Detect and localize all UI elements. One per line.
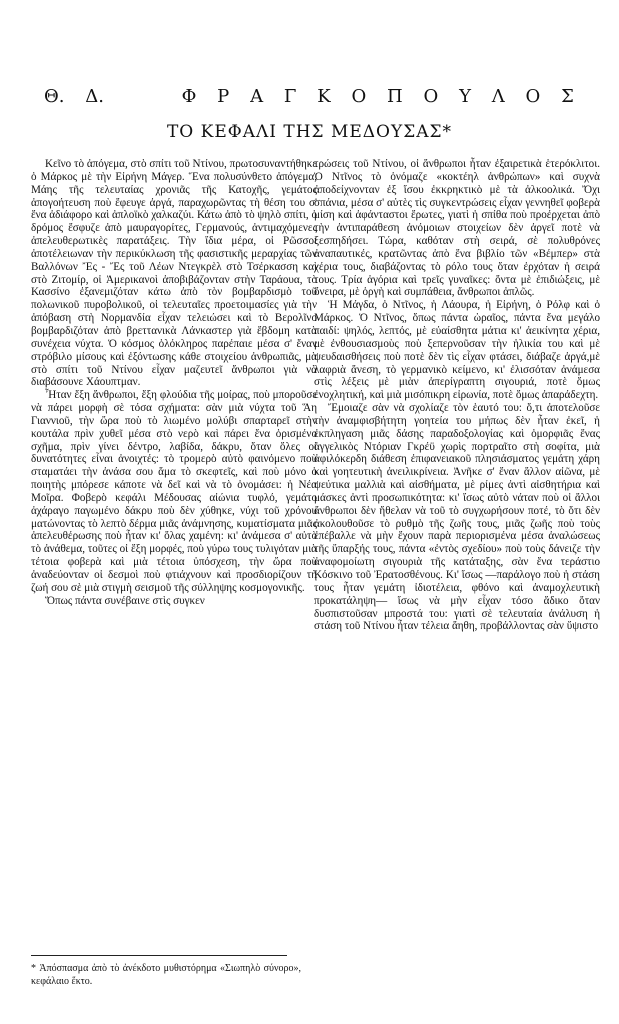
footnote-divider bbox=[31, 955, 287, 956]
author-initial-first: Θ. bbox=[44, 86, 65, 107]
paragraph: τρώσεις τοῦ Ντίνου, οἱ ἄνθρωποι ἦταν ἐξαιρετικὰ ἑτερόκλιτοι. Ὁ Ντῖνος τὸ ὀνόμαζε «κοκτέηλ ἀνθρώπων» καὶ συχνὰ ἀποδείχνονταν ἐξ ἴσου ἐκκρηκτικὸ μὲ τὰ ἀλκοολικά. Ὄχι σπάνια, μέσα σ' αὐτὲς τὶς συγκεντρώσεις εἶχαν γεννηθεῖ φοβερὰ μίση καὶ ἀφάνταστοι ἔρωτες, γιατὶ ἡ σπίθα ποὺ προέρχεται ἀπὸ τὴν ἀντιπαράθεση ἀνόμοιων στοιχείων δὲν ἀργεῖ ποτὲ νὰ ξεσπηδήσει. Τώρα, καθόταν στὴ σειρά, σὲ πολυθρόνες ἀναπαυτικές, κρατῶντας ἀπὸ ἕνα βιβλίο τῶν «Βέμπερ» στὰ χέρια τους, διαβάζοντας τὸ ρόλο τους ὅταν ἐρχόταν ἡ σειρά τους. Τρία ἀγόρια καὶ τρεῖς γυναῖκες: ὄντα μὲ ἐπιδιώξεις, μὲ ὄνειρα, μὲ ὀργὴ καὶ συμπάθεια, ἄνθρωποι ἁπλῶς. bbox=[314, 158, 600, 299]
author-letter: Λ bbox=[491, 86, 505, 107]
author-letter: Υ bbox=[459, 86, 471, 107]
author-initial-second: Δ. bbox=[85, 86, 105, 107]
footnote: * Ἀπόσπασμα ἀπὸ τὸ ἀνέκδοτο μυθιστόρημα «Σιωπηλὸ σύνορο», κεφάλαιο ἕκτο. bbox=[31, 963, 301, 987]
author-letter: Φ bbox=[181, 86, 197, 107]
paragraph: Ἡ Μάγδα, ὁ Ντῖνος, ἡ Λάουρα, ἡ Εἰρήνη, ὁ Ρόλφ καὶ ὁ Μάρκος. Ὁ Ντῖνος, ὅπως πάντα ὡραῖος, πάντα ἕνα μεγάλο παιδί: ψηλός, λεπτός, μὲ εὐαίσθητα μάτια κι' ἀεικίνητα χέρια, μὲ ἐνθουσιασμοὺς ποὺ ξεπερνοῦσαν τὴν ἡλικία του καὶ μὲ ψευδαισθήσεις ποὺ ποτὲ δὲν τὶς εἶχαν φτάσει, διάβαζε ἀργά,μὲ λαφριὰ ἄνεση, τὸ γερμανικὸ κείμενο, κι' ἐλισσόταν ἀνάμεσα στὶς λέξεις μὲ μιὰν ἀπερίγραπτη σιγουριά, ποτὲ ὅμως ἐνοχλητική, καὶ μιὰ μισόπικρη εἰρωνία, ποτὲ ὅμως ἀπαράδεχτη. bbox=[314, 299, 600, 402]
paragraph: Κεῖνο τὸ ἀπόγεμα, στὸ σπίτι τοῦ Ντίνου, πρωτοσυναντήθηκε ὁ Μάρκος μὲ τὴν Εἰρήνη Μάγερ. Ἕνα πολυσύνθετο ἀπόγεμα, Μάης τῆς τελευταίας χρονιᾶς τῆς Κατοχῆς, γεμάτος ἀπογοήτευση ποὺ ἔφευγε ἀργά, παραχωρῶντας τὴ θέση του σ' ἕνα ἀδιάφορο καὶ ἁπλοϊκὸ χαλκαζύι. Κάτω ἀπὸ τὸ ψηλὸ σπίτι, ὁ δρόμος ἔσφυζε ἀπὸ μαυραγορίτες, Γερμανούς, ἀντιμαχόμενες ἀπελευθερωτικὲς παρατάξεις. Τὴν ἴδια μέρα, οἱ Ρῶσσοι ἀποτέλειωναν τὴν περικύκλωση τῆς φασιστικῆς μεραρχίας τῶν Βαλλόνων Ἔς - Ἔς τοῦ Λέων Ντεγκρὲλ στὸ Τσέρκασση καὶ στὸ Ζιτομίρ, οἱ Ἀμερικανοὶ ἀποβιβάζονταν στὴν Ταράουα, τὸ Κασσίνο ἐξανεμιζόταν κάτω ἀπὸ τὸν βομβαρδισμὸ τοῦ πολωνικοῦ πυροβολικοῦ, οἱ τελευταῖες προετοιμασίες γιὰ τὴν ἀπόβαση στὴ Νορμανδία εἶχαν τελειώσει καὶ τὸ Βερολῖνο βομβαρδιζόταν ἀπὸ βρεττανικὰ Λάνκαστερ γιὰ ἔβδομη κατὰ συνέχεια νύχτα. Ὁ κόσμος ὁλόκληρος παρέπαιε μέσα σ' ἕναν στρόβιλο μίσους καὶ ἐξόντωσης κάθε στοιχείου ἀνθρωπιᾶς, μὰ στὸ σπίτι τοῦ Ντίνου εἶχαν μαζευτεῖ ἄνθρωποι γιὰ νὰ διαβάσουνε Χάουπτμαν. bbox=[31, 158, 317, 389]
author-letter: Σ bbox=[561, 86, 574, 107]
author-letter: Α bbox=[250, 86, 264, 107]
author-letter: Π bbox=[387, 86, 403, 107]
author-line bbox=[44, 86, 574, 107]
paragraph: Ἔμοιαζε σὰν νὰ σχολίαζε τὸν ἑαυτό του: ὅ,τι ἀποτελοῦσε τὴν ἀναμφισβήτητη γοητεία του μήπως δὲν ἦταν ἐκεῖ, ἡ ἐκπληγαση μιᾶς δάσης παραδοξολογίας καὶ ὁμορφιᾶς ἕνας ἀγγελικὸς Ντόριαν Γκρέϋ χωρὶς πορτραῖτο στὴ σοφίτα, μιὰ ἀφιλόκερδη διάθεση ἐπιφανειακοῦ πλησιάσματος γεμάτη χάρη καὶ γοητευτικὴ ἀνειλικρίνεια. Ἀνῆκε σ' ἕναν ἄλλον αἰῶνα, μὲ ψεύτικα μαλλιὰ καὶ αἰσθήματα, μὲ ρίμες ἀντὶ αἰσθητήρια καὶ μάσκες ἀντὶ προσωπικότητα: κι' ἴσως αὐτὸ νάταν ποὺ οἱ ἄλλοι ἄνθρωποι δὲν ἤθελαν νὰ τοῦ τὸ συγχωρήσουν ποτέ, τὸ ὅτι δὲν ἀκολουθοῦσε τὸ ρυθμὸ τῆς ζωῆς τους, μιᾶς ζωῆς ποὺ τοὺς ἐπέβαλλε νὰ μὴν ἔχουν παρὰ περιορισμένα μέσα ἀναλώσεως τῆς ὕπαρξής τους, πάντα «ἐντὸς σχεδίου» ποὺ τοὺς δάνειζε τὴν ἀναφομοίωτη σιγουριὰ τῆς κατάταξης, σὰν ἕνα τεράστιο Κόσκινο τοῦ Ἐρατοσθένους. Κι' ἴσως —παράλογο ποὺ ἡ στάση τους ἦταν γεμάτη ἰδιοτέλεια, φθόνο καὶ ἀναμοχλευτικὴ προκατάληψη— ἴσως νὰ μὴν εἶχαν τόσο ἄδικο ὅταν δυσπιστοῦσαν μπροστά του: γιατὶ σὲ τελευταία ἀνάλυση ἡ στάση τοῦ Ντίνου ἦταν τέλεια ἄηθη, προβάλλοντας σὰν ὕψιστο bbox=[314, 402, 600, 633]
author-letter: Ρ bbox=[217, 86, 230, 107]
paragraph: Ὅπως πάντα συνέβαινε στὶς συγκεν bbox=[45, 594, 205, 607]
author-letter: Ο bbox=[423, 86, 439, 107]
story-title: ΤΟ ΚΕΦΑΛΙ ΤΗΣ ΜΕΔΟΥΣΑΣ* bbox=[166, 122, 453, 142]
author-letter: Ο bbox=[525, 86, 541, 107]
left-column bbox=[31, 158, 317, 948]
right-column bbox=[314, 158, 600, 1018]
author-letter: Κ bbox=[317, 86, 331, 107]
author-letter: Ο bbox=[351, 86, 367, 107]
author-letter: Γ bbox=[283, 86, 297, 107]
paragraph: Ἦταν ἕξη ἄνθρωποι, ἕξη φλούδια τῆς μοίρας, ποὺ μποροῦσε νὰ πάρει μορφὴ σὲ τόσα σχήματα: σὰν μιὰ νύχτα τοῦ Ἅη Γιαννιοῦ, τὴν ὥρα ποὺ τὸ λιωμένο μολύβι σπαρταρεῖ στὴν κουτάλα πρὶν χυθεῖ μέσα στὸ νερὸ καὶ πάρει ἕνα ὁρισμένο σχῆμα, πρὶν γίνει δέντρο, λαβίδα, δάκρυ, ὅταν ὅλες οἱ δυνατότητες εἶναι ἀνοιχτές: τὸ τρομερὸ αὐτὸ φαινόμενο ποὺ σταματάει τὴν ἀνάσα σου ἅμα τὸ σκεφτεῖς, καὶ ποὺ μόνο ὁ ποιητὴς μπόρεσε κάποτε νὰ δεῖ καὶ νὰ τὸ ὀνομάσει: ἡ Νέα Μοῖρα. Φοβερὸ κεφάλι Μέδουσας αἰώνια τυφλό, γεμάτο ἀχάραγο παγωμένο δάκρυ ποὺ δὲν χύθηκε, νύχι τοῦ χρόνου ματώνοντας τὸ λεπτὸ δέρμα μιᾶς ἀνάμνησης, κυματίσματα μιᾶς ἀπελευθέρωσης ποὺ ἦταν κι' ὅλας χαμένη: κι' ἀνάμεσα σ' αὐτὸ τὸ ἀνάθεμα, τοῦτες οἱ ἕξη μορφές, ποὺ γύρω τους τυλιγόταν μιὰ τέτοια φοβερὰ καὶ μιὰ τέτοια ὑπόσχεση, τὴν ὥρα ποὺ ἀναδεύονταν οἱ δεσμοὶ ποὺ φτιάχνουν καὶ προσδιορίζουν τὴ ζωή σου σὲ μιὰ στιγμὴ σεισμοῦ τῆς σύλληψης κοσμογονικῆς. bbox=[31, 389, 317, 594]
